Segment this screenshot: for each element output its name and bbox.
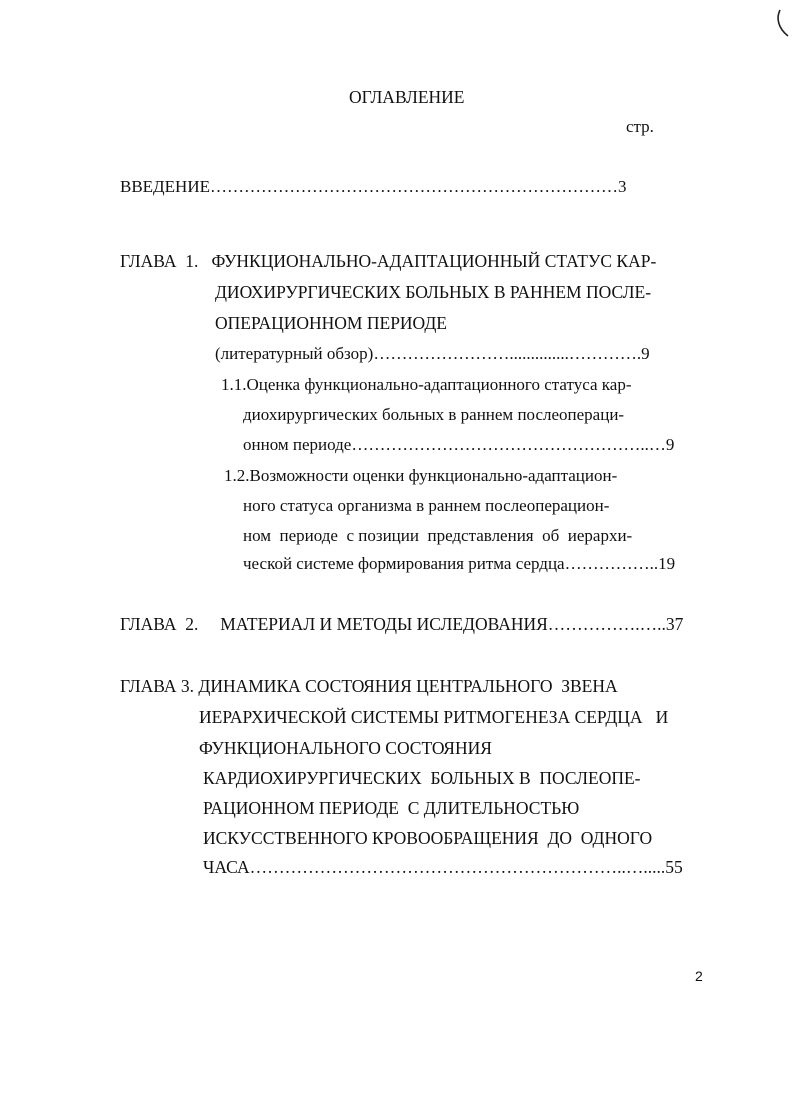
toc-chapter-3-line-3: ФУНКЦИОНАЛЬНОГО СОСТОЯНИЯ xyxy=(199,738,492,758)
toc-chapter-3-line-1: ГЛАВА 3. ДИНАМИКА СОСТОЯНИЯ ЦЕНТРАЛЬНОГО ЗВЕНА xyxy=(120,676,618,696)
toc-chapter-2: ГЛАВА 2. МАТЕРИАЛ И МЕТОДЫ ИСЛЕДОВАНИЯ…………….…..37 xyxy=(120,614,684,634)
page-column-label: стр. xyxy=(626,117,654,136)
toc-section-1-2-line-3: ном периоде с позиции представления об иерархи- xyxy=(243,526,633,545)
page-number: 2 xyxy=(695,968,703,984)
toc-chapter-3-line-5: РАЦИОННОМ ПЕРИОДЕ С ДЛИТЕЛЬНОСТЬЮ xyxy=(203,798,580,818)
toc-section-1-2-line-2: ного статуса организма в раннем послеоперацион- xyxy=(243,496,610,515)
toc-chapter-3-line-4: КАРДИОХИРУРГИЧЕСКИХ БОЛЬНЫХ В ПОСЛЕОПЕ- xyxy=(203,768,641,788)
toc-section-1-2-line-1: 1.2.Возможности оценки функционально-адаптацион- xyxy=(224,466,618,485)
toc-chapter-1-line-1: ГЛАВА 1. ФУНКЦИОНАЛЬНО-АДАПТАЦИОННЫЙ СТАТУС КАР- xyxy=(120,251,657,271)
toc-section-1-2-line-4: ческой системе формирования ритма сердца……………..19 xyxy=(243,554,676,573)
toc-section-1-1-line-2: диохирургических больных в раннем послеоперaци- xyxy=(243,405,625,424)
toc-entry-intro: ВВЕДЕНИЕ………………………………………………………………3 xyxy=(120,177,627,196)
toc-chapter-3-line-2: ИЕРАРХИЧЕСКОЙ СИСТЕМЫ РИТМОГЕНЕЗА СЕРДЦА И xyxy=(199,707,669,727)
toc-title: ОГЛАВЛЕНИЕ xyxy=(349,87,465,107)
toc-chapter-3-line-6: ИСКУССТВЕННОГО КРОВООБРАЩЕНИЯ ДО ОДНОГО xyxy=(203,828,653,848)
toc-chapter-3-line-7: ЧАСА………………………………………………………..….....55 xyxy=(203,857,683,877)
toc-chapter-1-line-2: ДИОХИРУРГИЧЕСКИХ БОЛЬНЫХ В РАННЕМ ПОСЛЕ- xyxy=(215,282,652,302)
corner-scan-mark xyxy=(766,4,796,40)
toc-chapter-1-line-4: (литературный обзор)……………………..............………….9 xyxy=(215,344,650,363)
toc-chapter-1-line-3: ОПЕРАЦИОННОМ ПЕРИОДЕ xyxy=(215,313,447,333)
toc-section-1-1-line-3: онном периоде……………………………………………..…9 xyxy=(243,435,675,454)
toc-section-1-1-line-1: 1.1.Оценка функционально-адаптационного статуса кар- xyxy=(221,375,632,394)
